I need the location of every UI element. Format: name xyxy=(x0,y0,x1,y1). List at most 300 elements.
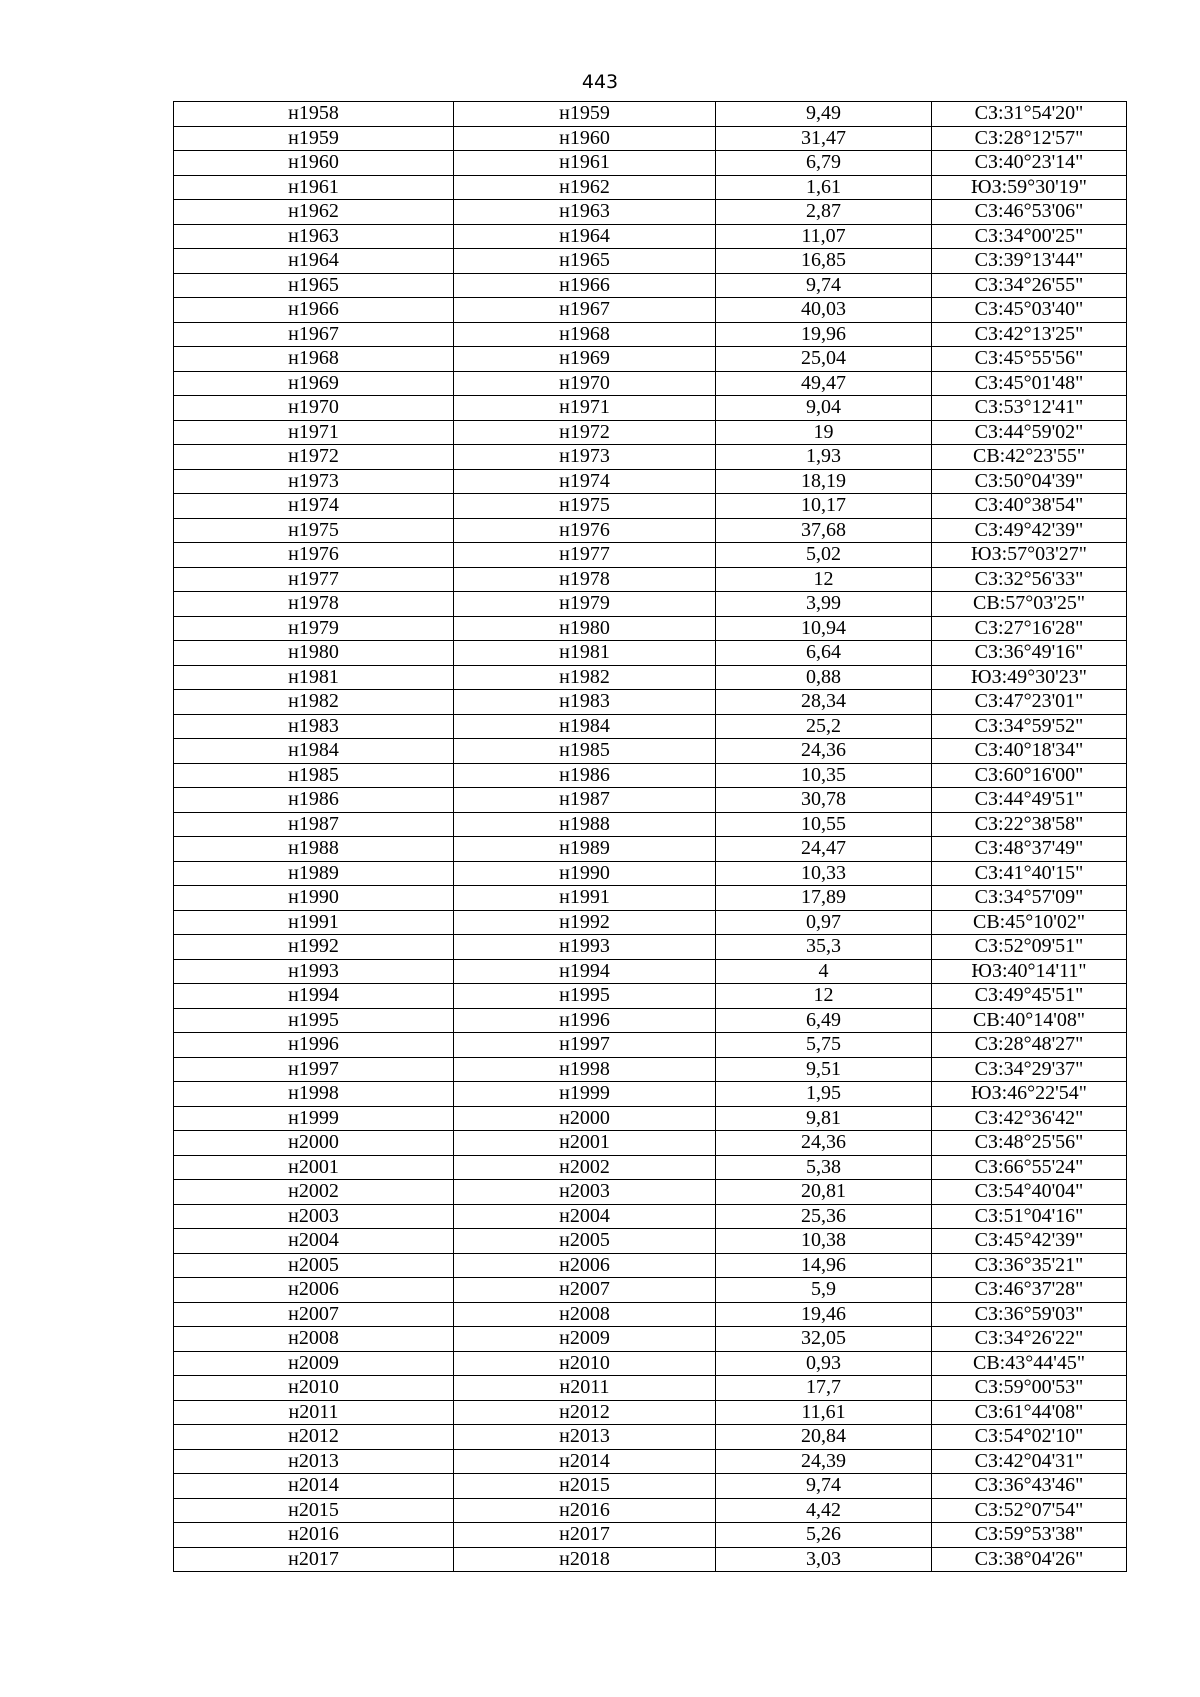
bearing-cell: СЗ:47°23'01" xyxy=(932,690,1127,715)
table-row xyxy=(174,812,1127,837)
bearing-cell: СЗ:52°07'54" xyxy=(932,1498,1127,1523)
to-point-cell: н1992 xyxy=(454,910,716,935)
from-point-cell: н1970 xyxy=(174,396,454,421)
distance-cell: 3,03 xyxy=(716,1547,932,1572)
from-point-cell: н2001 xyxy=(174,1155,454,1180)
distance-cell: 49,47 xyxy=(716,371,932,396)
table-row xyxy=(174,1327,1127,1352)
distance-cell: 17,89 xyxy=(716,886,932,911)
distance-cell: 19,96 xyxy=(716,322,932,347)
to-point-cell: н1978 xyxy=(454,567,716,592)
to-point-cell: н2003 xyxy=(454,1180,716,1205)
distance-cell: 5,75 xyxy=(716,1033,932,1058)
from-point-cell: н1975 xyxy=(174,518,454,543)
distance-cell: 9,74 xyxy=(716,273,932,298)
distance-cell: 4 xyxy=(716,959,932,984)
bearing-cell: ЮЗ:59°30'19" xyxy=(932,175,1127,200)
distance-cell: 24,39 xyxy=(716,1449,932,1474)
table-row xyxy=(174,1131,1127,1156)
from-point-cell: н2008 xyxy=(174,1327,454,1352)
to-point-cell: н2012 xyxy=(454,1400,716,1425)
distance-cell: 11,07 xyxy=(716,224,932,249)
from-point-cell: н1967 xyxy=(174,322,454,347)
table-row xyxy=(174,616,1127,641)
to-point-cell: н2017 xyxy=(454,1523,716,1548)
distance-cell: 1,95 xyxy=(716,1082,932,1107)
table-row xyxy=(174,347,1127,372)
distance-cell: 30,78 xyxy=(716,788,932,813)
from-point-cell: н1981 xyxy=(174,665,454,690)
from-point-cell: н1996 xyxy=(174,1033,454,1058)
to-point-cell: н2013 xyxy=(454,1425,716,1450)
from-point-cell: н2013 xyxy=(174,1449,454,1474)
distance-cell: 37,68 xyxy=(716,518,932,543)
bearing-cell: СЗ:59°00'53" xyxy=(932,1376,1127,1401)
bearing-cell: СЗ:36°49'16" xyxy=(932,641,1127,666)
to-point-cell: н1968 xyxy=(454,322,716,347)
from-point-cell: н1998 xyxy=(174,1082,454,1107)
to-point-cell: н1986 xyxy=(454,763,716,788)
from-point-cell: н2014 xyxy=(174,1474,454,1499)
distance-cell: 25,2 xyxy=(716,714,932,739)
to-point-cell: н2011 xyxy=(454,1376,716,1401)
to-point-cell: н1974 xyxy=(454,469,716,494)
bearing-cell: СЗ:45°42'39" xyxy=(932,1229,1127,1254)
distance-cell: 17,7 xyxy=(716,1376,932,1401)
from-point-cell: н1961 xyxy=(174,175,454,200)
table-row xyxy=(174,592,1127,617)
bearing-cell: СЗ:54°40'04" xyxy=(932,1180,1127,1205)
from-point-cell: н1966 xyxy=(174,298,454,323)
to-point-cell: н1967 xyxy=(454,298,716,323)
to-point-cell: н2001 xyxy=(454,1131,716,1156)
from-point-cell: н2000 xyxy=(174,1131,454,1156)
table-row xyxy=(174,445,1127,470)
from-point-cell: н1992 xyxy=(174,935,454,960)
bearing-cell: СЗ:39°13'44" xyxy=(932,249,1127,274)
table-row xyxy=(174,1278,1127,1303)
bearing-cell: СЗ:49°45'51" xyxy=(932,984,1127,1009)
bearing-cell: СЗ:52°09'51" xyxy=(932,935,1127,960)
table-row xyxy=(174,1523,1127,1548)
bearing-cell: СЗ:40°23'14" xyxy=(932,151,1127,176)
bearing-cell: СЗ:54°02'10" xyxy=(932,1425,1127,1450)
table-row xyxy=(174,714,1127,739)
table-row xyxy=(174,788,1127,813)
table-row xyxy=(174,1351,1127,1376)
to-point-cell: н1981 xyxy=(454,641,716,666)
table-row xyxy=(174,126,1127,151)
table-row xyxy=(174,886,1127,911)
table-row xyxy=(174,396,1127,421)
table-row xyxy=(174,1106,1127,1131)
table-row xyxy=(174,935,1127,960)
table-row xyxy=(174,224,1127,249)
table-row xyxy=(174,1082,1127,1107)
from-point-cell: н1993 xyxy=(174,959,454,984)
distance-cell: 10,17 xyxy=(716,494,932,519)
distance-cell: 4,42 xyxy=(716,1498,932,1523)
from-point-cell: н2012 xyxy=(174,1425,454,1450)
distance-cell: 9,51 xyxy=(716,1057,932,1082)
table-row xyxy=(174,1033,1127,1058)
distance-cell: 20,84 xyxy=(716,1425,932,1450)
bearing-cell: СЗ:31°54'20" xyxy=(932,102,1127,127)
distance-cell: 3,99 xyxy=(716,592,932,617)
from-point-cell: н1962 xyxy=(174,200,454,225)
from-point-cell: н2007 xyxy=(174,1302,454,1327)
to-point-cell: н1994 xyxy=(454,959,716,984)
bearing-cell: СЗ:41°40'15" xyxy=(932,861,1127,886)
bearing-cell: СЗ:42°13'25" xyxy=(932,322,1127,347)
bearing-cell: СЗ:53°12'41" xyxy=(932,396,1127,421)
table-row xyxy=(174,1253,1127,1278)
bearing-cell: СЗ:51°04'16" xyxy=(932,1204,1127,1229)
bearing-cell: СЗ:60°16'00" xyxy=(932,763,1127,788)
from-point-cell: н1958 xyxy=(174,102,454,127)
to-point-cell: н1970 xyxy=(454,371,716,396)
from-point-cell: н1964 xyxy=(174,249,454,274)
from-point-cell: н1988 xyxy=(174,837,454,862)
to-point-cell: н2008 xyxy=(454,1302,716,1327)
table-row xyxy=(174,959,1127,984)
from-point-cell: н1959 xyxy=(174,126,454,151)
from-point-cell: н1974 xyxy=(174,494,454,519)
to-point-cell: н1989 xyxy=(454,837,716,862)
distance-cell: 2,87 xyxy=(716,200,932,225)
bearing-cell: СЗ:40°18'34" xyxy=(932,739,1127,764)
bearing-cell: СЗ:32°56'33" xyxy=(932,567,1127,592)
distance-cell: 10,38 xyxy=(716,1229,932,1254)
distance-cell: 1,93 xyxy=(716,445,932,470)
bearing-cell: ЮЗ:57°03'27" xyxy=(932,543,1127,568)
table-row xyxy=(174,102,1127,127)
to-point-cell: н2014 xyxy=(454,1449,716,1474)
to-point-cell: н1961 xyxy=(454,151,716,176)
to-point-cell: н1959 xyxy=(454,102,716,127)
bearing-cell: СЗ:42°04'31" xyxy=(932,1449,1127,1474)
bearing-cell: СЗ:45°01'48" xyxy=(932,371,1127,396)
from-point-cell: н2017 xyxy=(174,1547,454,1572)
bearing-cell: СЗ:36°59'03" xyxy=(932,1302,1127,1327)
table-row xyxy=(174,984,1127,1009)
table-row xyxy=(174,690,1127,715)
from-point-cell: н2015 xyxy=(174,1498,454,1523)
table-row xyxy=(174,1449,1127,1474)
bearing-cell: СЗ:34°26'22" xyxy=(932,1327,1127,1352)
to-point-cell: н1972 xyxy=(454,420,716,445)
from-point-cell: н1979 xyxy=(174,616,454,641)
from-point-cell: н1977 xyxy=(174,567,454,592)
to-point-cell: н2015 xyxy=(454,1474,716,1499)
distance-cell: 32,05 xyxy=(716,1327,932,1352)
bearing-cell: СЗ:34°00'25" xyxy=(932,224,1127,249)
table-row xyxy=(174,1204,1127,1229)
table-row xyxy=(174,1008,1127,1033)
table-row xyxy=(174,249,1127,274)
table-row xyxy=(174,494,1127,519)
from-point-cell: н1960 xyxy=(174,151,454,176)
bearing-cell: СВ:40°14'08" xyxy=(932,1008,1127,1033)
to-point-cell: н1960 xyxy=(454,126,716,151)
distance-cell: 20,81 xyxy=(716,1180,932,1205)
to-point-cell: н1987 xyxy=(454,788,716,813)
bearing-cell: СЗ:49°42'39" xyxy=(932,518,1127,543)
to-point-cell: н2016 xyxy=(454,1498,716,1523)
from-point-cell: н1973 xyxy=(174,469,454,494)
to-point-cell: н1993 xyxy=(454,935,716,960)
from-point-cell: н2009 xyxy=(174,1351,454,1376)
distance-cell: 25,04 xyxy=(716,347,932,372)
table-row xyxy=(174,641,1127,666)
bearing-cell: СЗ:36°35'21" xyxy=(932,1253,1127,1278)
from-point-cell: н1994 xyxy=(174,984,454,1009)
to-point-cell: н1996 xyxy=(454,1008,716,1033)
to-point-cell: н1965 xyxy=(454,249,716,274)
from-point-cell: н1985 xyxy=(174,763,454,788)
table-row xyxy=(174,543,1127,568)
from-point-cell: н1968 xyxy=(174,347,454,372)
bearing-cell: СЗ:61°44'08" xyxy=(932,1400,1127,1425)
distance-cell: 24,47 xyxy=(716,837,932,862)
to-point-cell: н1984 xyxy=(454,714,716,739)
bearing-cell: СЗ:44°59'02" xyxy=(932,420,1127,445)
from-point-cell: н1963 xyxy=(174,224,454,249)
bearing-cell: СЗ:46°53'06" xyxy=(932,200,1127,225)
table-row xyxy=(174,1498,1127,1523)
from-point-cell: н1984 xyxy=(174,739,454,764)
table-row xyxy=(174,1180,1127,1205)
from-point-cell: н1999 xyxy=(174,1106,454,1131)
bearing-cell: СВ:45°10'02" xyxy=(932,910,1127,935)
distance-cell: 10,94 xyxy=(716,616,932,641)
to-point-cell: н1975 xyxy=(454,494,716,519)
table-row xyxy=(174,861,1127,886)
bearing-cell: СВ:57°03'25" xyxy=(932,592,1127,617)
from-point-cell: н1995 xyxy=(174,1008,454,1033)
bearing-cell: СЗ:40°38'54" xyxy=(932,494,1127,519)
table-row xyxy=(174,518,1127,543)
to-point-cell: н1998 xyxy=(454,1057,716,1082)
table-row xyxy=(174,1425,1127,1450)
table-row xyxy=(174,567,1127,592)
table-row xyxy=(174,420,1127,445)
table-row xyxy=(174,322,1127,347)
bearing-cell: СВ:43°44'45" xyxy=(932,1351,1127,1376)
from-point-cell: н2006 xyxy=(174,1278,454,1303)
to-point-cell: н2009 xyxy=(454,1327,716,1352)
table-row xyxy=(174,1376,1127,1401)
from-point-cell: н1983 xyxy=(174,714,454,739)
to-point-cell: н1971 xyxy=(454,396,716,421)
to-point-cell: н1983 xyxy=(454,690,716,715)
bearing-cell: СЗ:34°26'55" xyxy=(932,273,1127,298)
bearing-cell: СЗ:38°04'26" xyxy=(932,1547,1127,1572)
from-point-cell: н2004 xyxy=(174,1229,454,1254)
to-point-cell: н1995 xyxy=(454,984,716,1009)
table-row xyxy=(174,1057,1127,1082)
distance-cell: 0,93 xyxy=(716,1351,932,1376)
to-point-cell: н1980 xyxy=(454,616,716,641)
to-point-cell: н1966 xyxy=(454,273,716,298)
distance-cell: 11,61 xyxy=(716,1400,932,1425)
bearing-cell: ЮЗ:40°14'11" xyxy=(932,959,1127,984)
distance-cell: 12 xyxy=(716,984,932,1009)
from-point-cell: н1971 xyxy=(174,420,454,445)
from-point-cell: н1991 xyxy=(174,910,454,935)
distance-cell: 19,46 xyxy=(716,1302,932,1327)
from-point-cell: н2016 xyxy=(174,1523,454,1548)
distance-cell: 19 xyxy=(716,420,932,445)
to-point-cell: н1977 xyxy=(454,543,716,568)
table-row xyxy=(174,910,1127,935)
bearing-cell: СЗ:59°53'38" xyxy=(932,1523,1127,1548)
to-point-cell: н1990 xyxy=(454,861,716,886)
bearing-cell: СЗ:46°37'28" xyxy=(932,1278,1127,1303)
distance-cell: 24,36 xyxy=(716,739,932,764)
from-point-cell: н1980 xyxy=(174,641,454,666)
bearing-cell: СЗ:45°55'56" xyxy=(932,347,1127,372)
from-point-cell: н2002 xyxy=(174,1180,454,1205)
from-point-cell: н2003 xyxy=(174,1204,454,1229)
from-point-cell: н2010 xyxy=(174,1376,454,1401)
survey-table xyxy=(173,101,1127,1572)
to-point-cell: н2000 xyxy=(454,1106,716,1131)
distance-cell: 6,49 xyxy=(716,1008,932,1033)
distance-cell: 9,49 xyxy=(716,102,932,127)
bearing-cell: СЗ:27°16'28" xyxy=(932,616,1127,641)
bearing-cell: СЗ:28°48'27" xyxy=(932,1033,1127,1058)
distance-cell: 35,3 xyxy=(716,935,932,960)
distance-cell: 9,74 xyxy=(716,1474,932,1499)
from-point-cell: н2005 xyxy=(174,1253,454,1278)
from-point-cell: н1997 xyxy=(174,1057,454,1082)
distance-cell: 6,64 xyxy=(716,641,932,666)
to-point-cell: н1988 xyxy=(454,812,716,837)
to-point-cell: н1997 xyxy=(454,1033,716,1058)
from-point-cell: н1982 xyxy=(174,690,454,715)
from-point-cell: н1976 xyxy=(174,543,454,568)
distance-cell: 6,79 xyxy=(716,151,932,176)
table-row xyxy=(174,273,1127,298)
distance-cell: 28,34 xyxy=(716,690,932,715)
bearing-cell: СЗ:36°43'46" xyxy=(932,1474,1127,1499)
page-number: 443 xyxy=(581,71,619,93)
bearing-cell: СВ:42°23'55" xyxy=(932,445,1127,470)
to-point-cell: н1962 xyxy=(454,175,716,200)
distance-cell: 5,9 xyxy=(716,1278,932,1303)
from-point-cell: н1989 xyxy=(174,861,454,886)
from-point-cell: н1990 xyxy=(174,886,454,911)
distance-cell: 1,61 xyxy=(716,175,932,200)
table-row xyxy=(174,298,1127,323)
bearing-cell: СЗ:48°37'49" xyxy=(932,837,1127,862)
distance-cell: 24,36 xyxy=(716,1131,932,1156)
distance-cell: 25,36 xyxy=(716,1204,932,1229)
bearing-cell: СЗ:22°38'58" xyxy=(932,812,1127,837)
distance-cell: 10,35 xyxy=(716,763,932,788)
bearing-cell: СЗ:34°57'09" xyxy=(932,886,1127,911)
table-row xyxy=(174,763,1127,788)
to-point-cell: н2006 xyxy=(454,1253,716,1278)
survey-table-body xyxy=(174,102,1127,1572)
distance-cell: 10,55 xyxy=(716,812,932,837)
distance-cell: 5,26 xyxy=(716,1523,932,1548)
table-row xyxy=(174,1400,1127,1425)
to-point-cell: н1969 xyxy=(454,347,716,372)
table-row xyxy=(174,151,1127,176)
from-point-cell: н1986 xyxy=(174,788,454,813)
from-point-cell: н1965 xyxy=(174,273,454,298)
distance-cell: 16,85 xyxy=(716,249,932,274)
to-point-cell: н1999 xyxy=(454,1082,716,1107)
bearing-cell: СЗ:34°29'37" xyxy=(932,1057,1127,1082)
from-point-cell: н2011 xyxy=(174,1400,454,1425)
table-row xyxy=(174,200,1127,225)
distance-cell: 18,19 xyxy=(716,469,932,494)
to-point-cell: н2010 xyxy=(454,1351,716,1376)
distance-cell: 5,02 xyxy=(716,543,932,568)
to-point-cell: н2002 xyxy=(454,1155,716,1180)
distance-cell: 14,96 xyxy=(716,1253,932,1278)
bearing-cell: СЗ:42°36'42" xyxy=(932,1106,1127,1131)
table-row xyxy=(174,665,1127,690)
to-point-cell: н1985 xyxy=(454,739,716,764)
bearing-cell: СЗ:28°12'57" xyxy=(932,126,1127,151)
from-point-cell: н1978 xyxy=(174,592,454,617)
to-point-cell: н1973 xyxy=(454,445,716,470)
to-point-cell: н2018 xyxy=(454,1547,716,1572)
distance-cell: 10,33 xyxy=(716,861,932,886)
distance-cell: 5,38 xyxy=(716,1155,932,1180)
to-point-cell: н1991 xyxy=(454,886,716,911)
distance-cell: 31,47 xyxy=(716,126,932,151)
table-row xyxy=(174,371,1127,396)
table-row xyxy=(174,1547,1127,1572)
distance-cell: 12 xyxy=(716,567,932,592)
bearing-cell: СЗ:44°49'51" xyxy=(932,788,1127,813)
to-point-cell: н2004 xyxy=(454,1204,716,1229)
distance-cell: 40,03 xyxy=(716,298,932,323)
bearing-cell: ЮЗ:46°22'54" xyxy=(932,1082,1127,1107)
distance-cell: 9,81 xyxy=(716,1106,932,1131)
bearing-cell: СЗ:45°03'40" xyxy=(932,298,1127,323)
to-point-cell: н1976 xyxy=(454,518,716,543)
to-point-cell: н1979 xyxy=(454,592,716,617)
from-point-cell: н1972 xyxy=(174,445,454,470)
to-point-cell: н1963 xyxy=(454,200,716,225)
table-row xyxy=(174,1155,1127,1180)
table-row xyxy=(174,1474,1127,1499)
bearing-cell: СЗ:48°25'56" xyxy=(932,1131,1127,1156)
table-row xyxy=(174,739,1127,764)
table-row xyxy=(174,175,1127,200)
to-point-cell: н1964 xyxy=(454,224,716,249)
distance-cell: 0,88 xyxy=(716,665,932,690)
bearing-cell: СЗ:50°04'39" xyxy=(932,469,1127,494)
to-point-cell: н2007 xyxy=(454,1278,716,1303)
distance-cell: 9,04 xyxy=(716,396,932,421)
from-point-cell: н1987 xyxy=(174,812,454,837)
bearing-cell: СЗ:34°59'52" xyxy=(932,714,1127,739)
to-point-cell: н2005 xyxy=(454,1229,716,1254)
distance-cell: 0,97 xyxy=(716,910,932,935)
from-point-cell: н1969 xyxy=(174,371,454,396)
bearing-cell: ЮЗ:49°30'23" xyxy=(932,665,1127,690)
to-point-cell: н1982 xyxy=(454,665,716,690)
table-row xyxy=(174,837,1127,862)
table-row xyxy=(174,1229,1127,1254)
